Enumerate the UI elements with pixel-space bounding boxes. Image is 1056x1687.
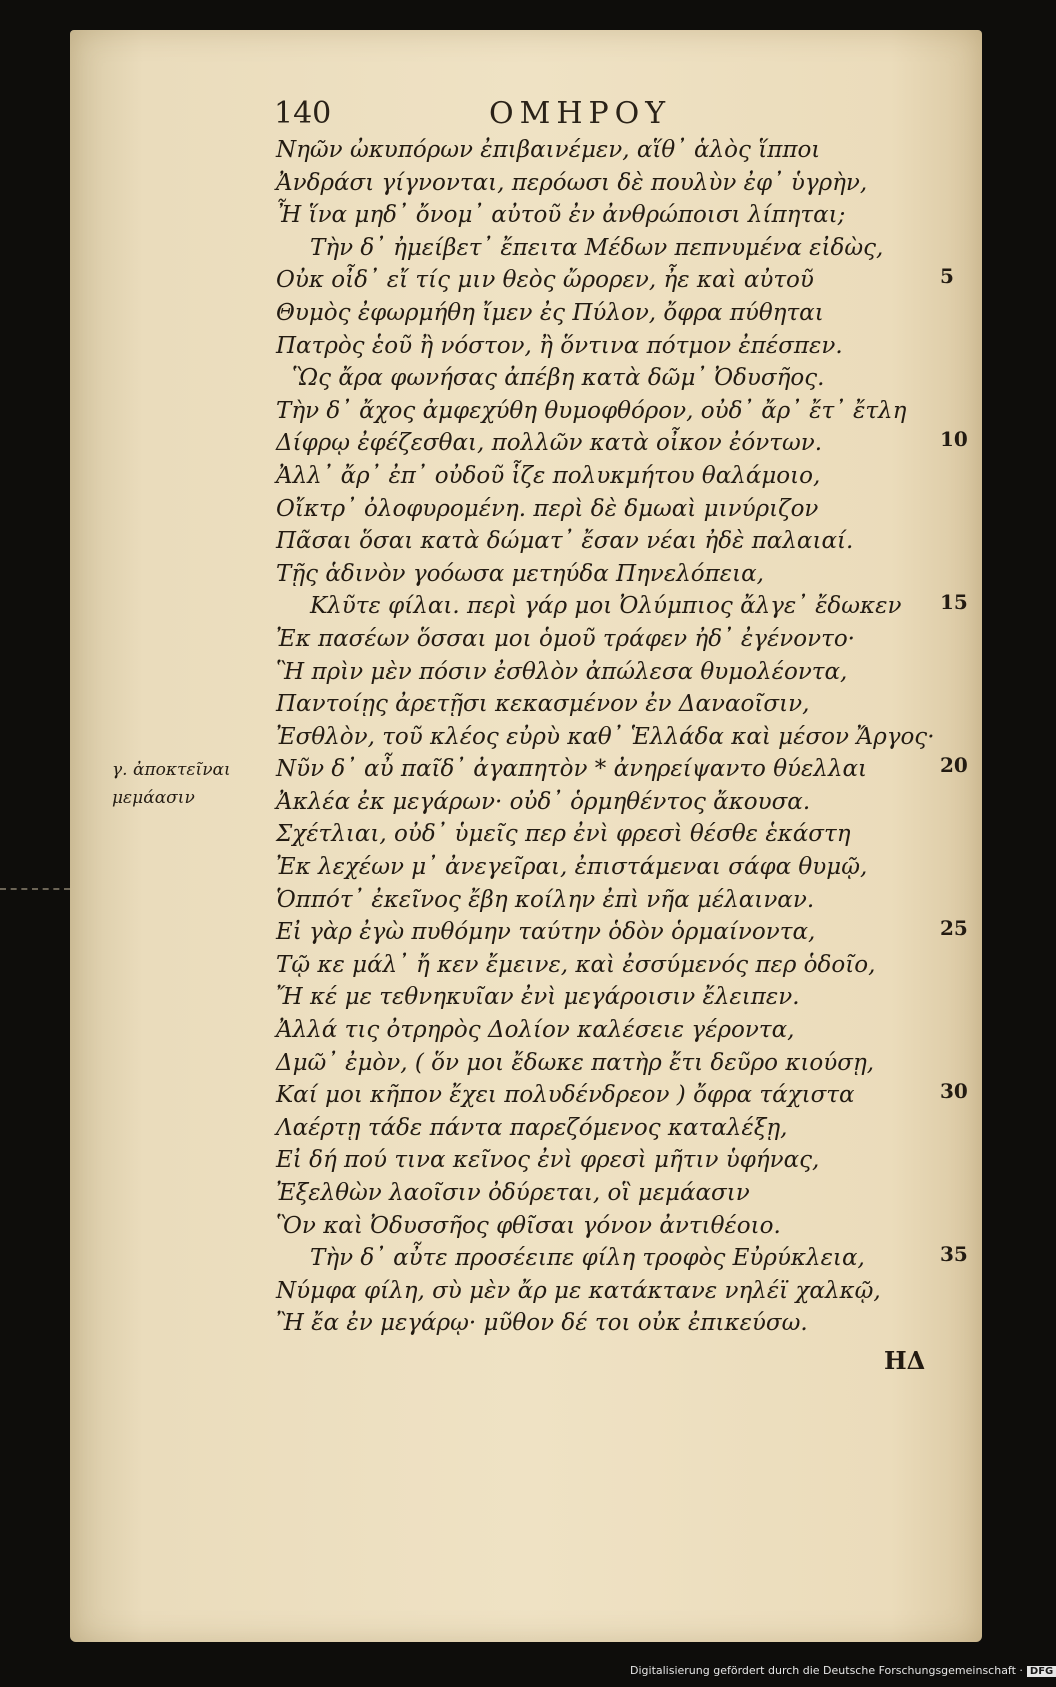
verse-line: Νηῶν ὠκυπόρων ἐπιβαινέμεν, αἵθ᾽ ἁλὸς ἵπποι bbox=[276, 137, 821, 163]
page-header bbox=[274, 96, 794, 130]
scan-ruler-mark bbox=[0, 888, 70, 900]
verse-line: Τὴν δ᾽ ἄχος ἀμφεχύθη θυμοφθόρον, οὐδ᾽ ἄρ᾽ ἔτ᾽ ἔτλη bbox=[276, 397, 907, 424]
verse-line: Σχέτλιαι, οὐδ᾽ ὑμεῖς περ ἐνὶ φρεσὶ θέσθε ἑκάστη bbox=[276, 821, 851, 848]
line-number: 5 bbox=[940, 264, 954, 288]
verse-line: Ἐσθλὸν, τοῦ κλέος εὐρὺ καθ᾽ Ἑλλάδα καὶ μέσον Ἄργος· bbox=[276, 723, 935, 750]
verse-line: Δμῶ᾽ ἐμὸν, ( ὅν μοι ἔδωκε πατὴρ ἔτι δεῦρο κιούσῃ, bbox=[276, 1049, 875, 1076]
verse-line: Κλῦτε φίλαι. περὶ γάρ μοι Ὀλύμπιος ἄλγε᾽ ἔδωκεν bbox=[310, 593, 902, 620]
verse-line: Λαέρτῃ τάδε πάντα παρεζόμενος καταλέξῃ, bbox=[276, 1114, 788, 1141]
verse-line: Ἐκ λεχέων μ᾽ ἀνεγεῖραι, ἐπιστάμεναι σάφα θυμῷ, bbox=[276, 854, 868, 881]
verse-block bbox=[276, 134, 935, 1340]
verse-line: Ἐκ πασέων ὅσσαι μοι ὁμοῦ τράφεν ἠδ᾽ ἐγένοντο· bbox=[276, 625, 855, 652]
running-title: ΟΜΗΡΟΥ bbox=[489, 96, 672, 131]
verse-line: Πατρὸς ἑοῦ ἢ νόστον, ἢ ὅντινα πότμον ἐπέσπεν. bbox=[276, 332, 843, 359]
verse-line: Θυμὸς ἐφωρμήθη ἴμεν ἐς Πύλον, ὄφρα πύθηται bbox=[276, 299, 824, 326]
line-number: 15 bbox=[940, 590, 968, 614]
verse-line: Τὴν δ᾽ ἠμείβετ᾽ ἔπειτα Μέδων πεπνυμένα εἰδὼς, bbox=[310, 234, 884, 261]
verse-line: Ἣ πρὶν μὲν πόσιν ἐσθλὸν ἀπώλεσα θυμολέοντα, bbox=[276, 658, 848, 685]
verse-line: Ὃν καὶ Ὀδυσσῆος φθῖσαι γόνον ἀντιθέοιο. bbox=[276, 1212, 781, 1239]
verse-line: Ἦ ἵνα μηδ᾽ ὄνομ᾽ αὐτοῦ ἐν ἀνθρώποισι λίπηται; bbox=[276, 202, 846, 229]
line-number: 25 bbox=[940, 916, 968, 940]
verse-line: Ἀκλέα ἐκ μεγάρων· οὐδ᾽ ὁρμηθέντος ἄκουσα. bbox=[276, 788, 811, 815]
line-number: 20 bbox=[940, 753, 968, 777]
credit-text: Digitalisierung gefördert durch die Deutsche Forschungsgemeinschaft · bbox=[630, 1664, 1023, 1677]
verse-line: Ὁππότ᾽ ἐκεῖνος ἔβη κοίλην ἐπὶ νῆα μέλαιναν. bbox=[276, 886, 815, 913]
verse-line: Οὐκ οἶδ᾽ εἴ τίς μιν θεὸς ὤρορεν, ἦε καὶ αὐτοῦ bbox=[276, 267, 814, 294]
verse-line: Τῷ κε μάλ᾽ ἤ κεν ἔμεινε, καὶ ἐσσύμενός περ ὁδοῖο, bbox=[276, 951, 876, 978]
verse-line: Ἐξελθὼν λαοῖσιν ὀδύρεται, οἳ μεμάασιν bbox=[276, 1180, 750, 1206]
verse-line: Νῦν δ᾽ αὖ παῖδ᾽ ἀγαπητὸν * ἀνηρείψαντο θύελλαι bbox=[276, 756, 868, 783]
verse-line: Τῇς ἁδινὸν γοόωσα μετηύδα Πηνελόπεια, bbox=[276, 560, 764, 587]
verse-line: Ὣς ἄρα φωνήσας ἀπέβη κατὰ δῶμ᾽ Ὀδυσῆος. bbox=[292, 365, 825, 392]
verse-line: Παντοίῃς ἀρετῇσι κεκασμένον ἐν Δαναοῖσιν, bbox=[276, 691, 810, 718]
verse-line: Ἢ ἔα ἐν μεγάρῳ· μῦθον δέ τοι οὐκ ἐπικεύσω. bbox=[276, 1310, 808, 1337]
verse-line: Δίφρῳ ἐφέζεσθαι, πολλῶν κατὰ οἶκον ἐόντων. bbox=[276, 430, 823, 457]
marginal-note-line: μεμάασιν bbox=[112, 788, 195, 808]
line-number: 10 bbox=[940, 427, 968, 451]
verse-line: Οἴκτρ᾽ ὀλοφυρομένη. περὶ δὲ δμωαὶ μινύριζον bbox=[276, 495, 819, 522]
verse-line: Εἰ δή πού τινα κεῖνος ἐνὶ φρεσὶ μῆτιν ὑφήνας, bbox=[276, 1147, 820, 1174]
verse-line: Ἀλλ᾽ ἄρ᾽ ἐπ᾽ οὐδοῦ ἷζε πολυκμήτου θαλάμοιο, bbox=[276, 462, 821, 489]
verse-line: Ἤ κέ με τεθνηκυῖαν ἐνὶ μεγάροισιν ἔλειπεν. bbox=[276, 984, 800, 1011]
page-number: 140 bbox=[274, 96, 332, 131]
verse-line: Ἀλλά τις ὀτρηρὸς Δολίον καλέσειε γέροντα, bbox=[276, 1017, 795, 1044]
verse-line: Καί μοι κῆπον ἔχει πολυδένδρεον ) ὄφρα τάχιστα bbox=[276, 1082, 855, 1109]
verse-line: Πᾶσαι ὅσαι κατὰ δώματ᾽ ἔσαν νέαι ἠδὲ παλαιαί. bbox=[276, 528, 854, 555]
line-number: 35 bbox=[940, 1242, 968, 1266]
dfg-logo: DFG bbox=[1027, 1666, 1056, 1677]
marginal-note-line: γ. ἀποκτεῖναι bbox=[112, 760, 231, 780]
marginal-note bbox=[112, 756, 272, 812]
line-number: 30 bbox=[940, 1079, 968, 1103]
catchword: ΗΔ bbox=[884, 1346, 926, 1375]
verse-line: Εἰ γὰρ ἐγὼ πυθόμην ταύτην ὁδὸν ὁρμαίνοντα, bbox=[276, 919, 816, 946]
digitization-credit bbox=[630, 1664, 1054, 1682]
verse-line: Ἀνδράσι γίγνονται, περόωσι δὲ πουλὺν ἐφ᾽ ὑγρὴν, bbox=[276, 169, 868, 196]
verse-line: Τὴν δ᾽ αὖτε προσέειπε φίλη τροφὸς Εὐρύκλεια, bbox=[310, 1245, 865, 1272]
verse-line: Νύμφα φίλη, σὺ μὲν ἄρ με κατάκτανε νηλέϊ χαλκῷ, bbox=[276, 1277, 881, 1304]
